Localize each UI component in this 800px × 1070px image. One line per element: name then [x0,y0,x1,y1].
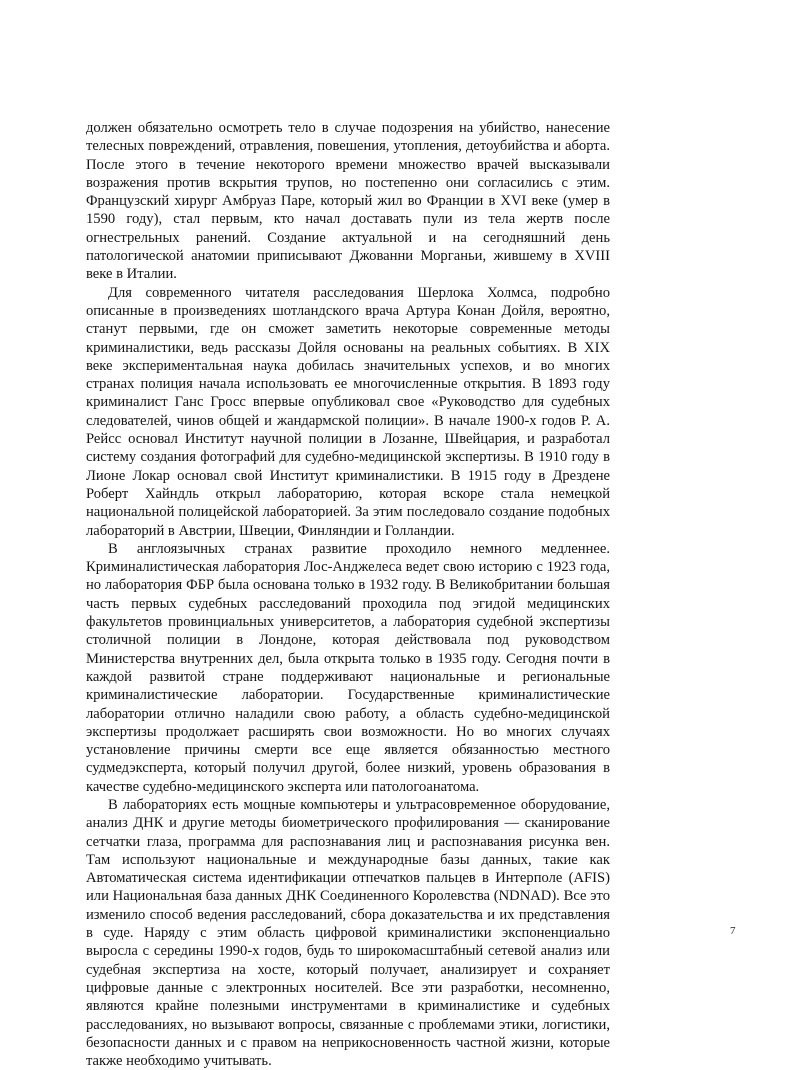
page-number: 7 [730,925,736,937]
paragraph-1: должен обязательно осмотреть тело в случае подозрения на убийство, нанесение телесных повреждений, отравления, повешения, утопления, детоубийства и аборта. После этого в течение некоторого времени множество врачей высказывали возражения против вскрытия трупов, но постепенно они согласились с этим. Французский хирург Амбруаз Паре, который жил во Франции в XVI веке (умер в 1590 году), стал первым, кто начал доставать пули из тела жертв после огнестрельных ранений. Создание актуальной и на сегодняшний день патологической анатомии приписывают Джованни Морганьи, жившему в XVIII веке в Италии. [86,120,610,283]
body-text [86,119,610,1070]
paragraph-2: Для современного читателя расследования Шерлока Холмса, подробно описанные в произведениях шотландского врача Артура Конан Дойля, вероятно, станут первыми, где он сможет заметить некоторые современные методы криминалистики, ведь рассказы Дойля основаны на реальных событиях. В XIX веке экспериментальная наука добилась значительных успехов, и во многих странах полиция начала использовать ее многочисленные открытия. В 1893 году криминалист Ганс Гросс впервые опубликовал свое «Руководство для судебных следователей, чинов общей и жандармской полиции». В начале 1900-х годов Р. А. Рейсс основал Институт научной полиции в Лозанне, Швейцария, и разработал систему создания фотографий для судебно-медицинской экспертизы. В 1910 году в Лионе Локар основал свой Институт криминалистики. В 1915 году в Дрездене Роберт Хайндль открыл лабораторию, которая вскоре стала немецкой национальной полицейской лабораторией. За этим последовало создание подобных лабораторий в Австрии, Швеции, Финляндии и Голландии. [86,284,610,539]
paragraph-3: В англоязычных странах развитие проходило немного медленнее. Криминалистическая лаборатория Лос-Анджелеса ведет свою историю с 1923 года, но лаборатория ФБР была основана только в 1932 году. В Великобритании большая часть первых судебных расследований проходила под эгидой медицинских факультетов провинциальных университетов, а лаборатория судебной экспертизы столичной полиции в Лондоне, которая действовала под руководством Министерства внутренних дел, была открыта только в 1935 году. Сегодня почти в каждой развитой стране поддерживают национальные и региональные криминалистические лаборатории. Государственные криминалистические лаборатории отлично наладили свою работу, а область судебно-медицинской экспертизы продолжает расширять свои возможности. Но во многих случаях установление причины смерти все еще является обязанностью местного судмедэксперта, который получил другой, более низкий, уровень образования в качестве судебно-медицинского эксперта или патологоанатома. [86,540,610,795]
paragraph-4: В лабораториях есть мощные компьютеры и ультрасовременное оборудование, анализ ДНК и другие методы биометрического профилирования — сканирование сетчатки глаза, программа для распознавания лиц и распознавания рисунка вен. Там используют национальные и международные базы данных, такие как Автоматическая система идентификации отпечатков пальцев в Интерполе (AFIS) или Национальная база данных ДНК Соединенного Королевства (NDNAD). Все это изменило способ ведения расследований, сбора доказательства и их представления в суде. Наряду с этим область цифровой криминалистики экспоненциально выросла с середины 1990-х годов, будь то широкомасштабный сетевой анализ или судебная экспертиза на хосте, который получает, анализирует и сохраняет цифровые данные с электронных носителей. Все эти разработки, несомненно, являются крайне полезными инструментами в криминалистике и судебных расследованиях, но вызывают вопросы, связанные с проблемами этики, логистики, безопасности данных и с правом на неприкосновенность частной жизни, которые также необходимо учитывать. [86,796,610,1070]
